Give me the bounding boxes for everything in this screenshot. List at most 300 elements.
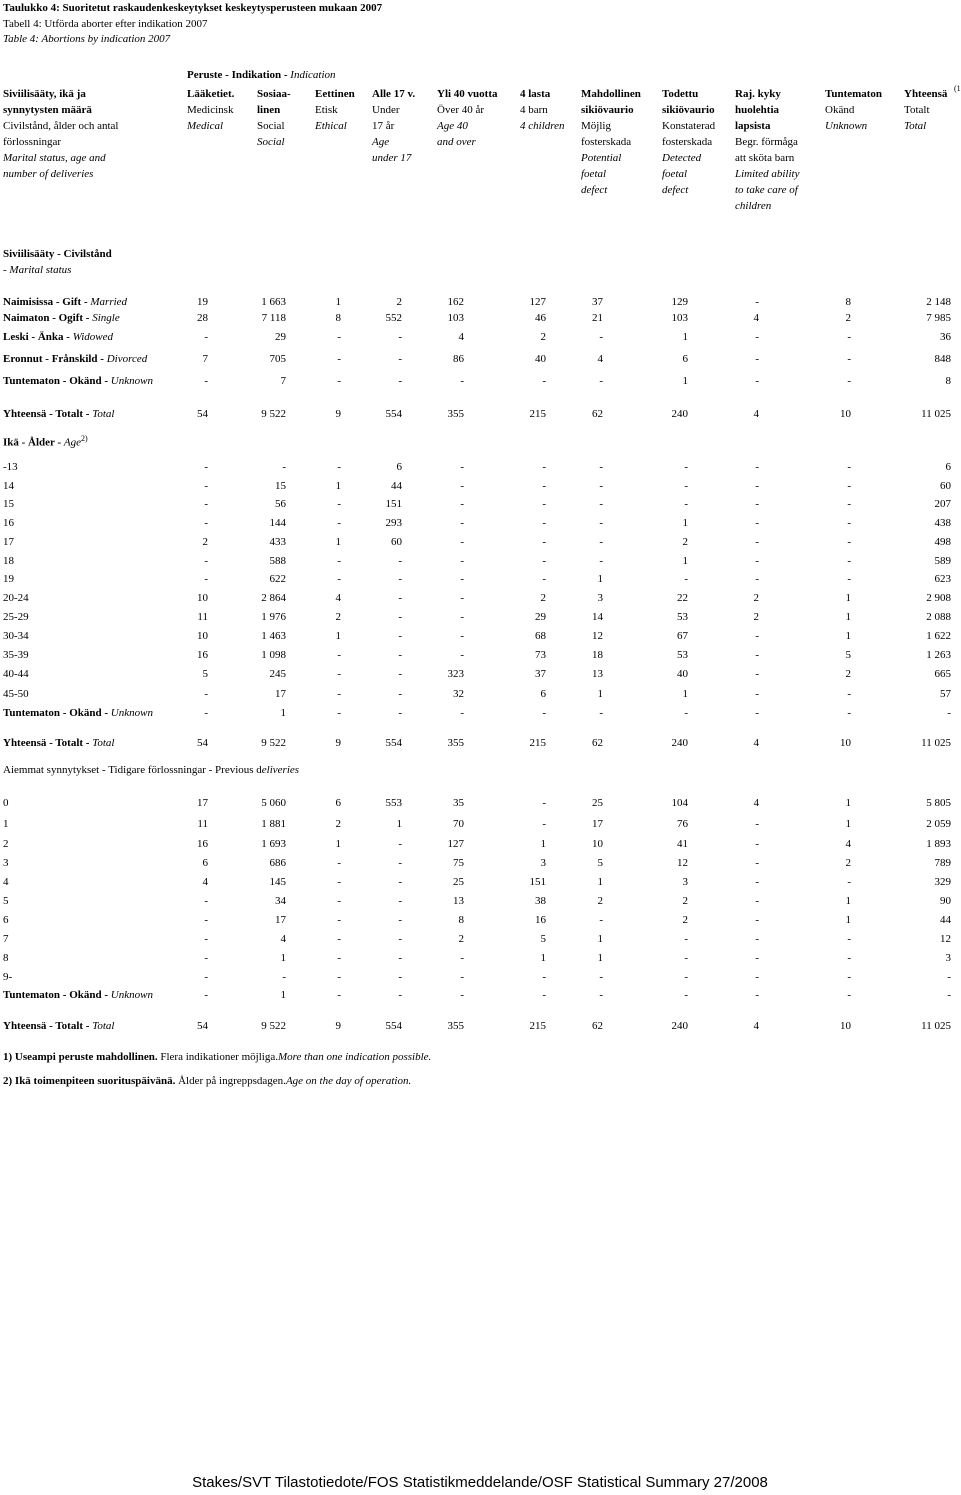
cell-value: 40 bbox=[677, 668, 688, 680]
row-label-text: Tuntematon - Okänd - bbox=[3, 707, 111, 719]
table-row bbox=[0, 707, 960, 723]
cell-value: 438 bbox=[934, 517, 951, 529]
cell-value: 8 bbox=[945, 375, 951, 387]
cell-value: 240 bbox=[671, 1020, 688, 1032]
cell-value: 207 bbox=[934, 498, 951, 510]
title-en: Table 4: Abortions by indication 2007 bbox=[3, 33, 171, 45]
row-label bbox=[3, 838, 9, 850]
cell-value: 8 bbox=[458, 914, 464, 926]
cell-value: 10 bbox=[197, 592, 208, 604]
cell-value: 552 bbox=[385, 312, 402, 324]
cell-value: - bbox=[755, 498, 759, 510]
cell-value: - bbox=[755, 296, 759, 308]
cell-value: - bbox=[460, 989, 464, 1001]
table-row bbox=[0, 555, 960, 571]
row-label-text: 5 bbox=[3, 895, 9, 907]
cell-value: - bbox=[460, 649, 464, 661]
cell-value: 86 bbox=[453, 353, 464, 365]
cell-value: - bbox=[398, 592, 402, 604]
cell-value: 5 bbox=[845, 649, 851, 661]
footnote bbox=[3, 1051, 431, 1063]
cell-value: 12 bbox=[677, 857, 688, 869]
cell-value: 10 bbox=[592, 838, 603, 850]
row-label bbox=[3, 914, 9, 926]
cell-value: 16 bbox=[535, 914, 546, 926]
cell-value: 62 bbox=[592, 1020, 603, 1032]
cell-value: 2 bbox=[540, 331, 546, 343]
cell-value: 8 bbox=[845, 296, 851, 308]
cell-value: 13 bbox=[592, 668, 603, 680]
row-label-text: 0 bbox=[3, 797, 9, 809]
cell-value: - bbox=[398, 838, 402, 850]
cell-value: - bbox=[542, 555, 546, 567]
cell-value: 665 bbox=[934, 668, 951, 680]
cell-value: - bbox=[398, 707, 402, 719]
table-row bbox=[0, 818, 960, 834]
cell-value: 1 881 bbox=[261, 818, 286, 830]
cell-value: 355 bbox=[447, 408, 464, 420]
row-label bbox=[3, 555, 14, 567]
cell-value: - bbox=[204, 914, 208, 926]
cell-value: - bbox=[460, 498, 464, 510]
row-label-en: Unknown bbox=[110, 375, 153, 387]
cell-value: - bbox=[755, 573, 759, 585]
cell-value: 3 bbox=[945, 952, 951, 964]
cell-value: - bbox=[204, 952, 208, 964]
cell-value: 245 bbox=[269, 668, 286, 680]
column-header-line: Yhteensä bbox=[904, 88, 948, 100]
column-header-line: Yli 40 vuotta bbox=[437, 88, 498, 100]
section-title-en: eliveries bbox=[261, 764, 300, 776]
cell-value: 554 bbox=[385, 737, 402, 749]
row-label-text: 2 bbox=[3, 838, 9, 850]
cell-value: - bbox=[847, 971, 851, 983]
cell-value: - bbox=[398, 971, 402, 983]
cell-value: 6 bbox=[540, 688, 546, 700]
cell-value: - bbox=[599, 555, 603, 567]
table-row bbox=[0, 933, 960, 949]
cell-value: - bbox=[847, 331, 851, 343]
cell-value: - bbox=[755, 649, 759, 661]
cell-value: 6 bbox=[202, 857, 208, 869]
cell-value: 2 bbox=[753, 592, 759, 604]
title-sv: Tabell 4: Utförda aborter efter indikation 2007 bbox=[3, 18, 208, 30]
table-row bbox=[0, 952, 960, 968]
cell-value: - bbox=[847, 517, 851, 529]
column-header-line: Under bbox=[372, 104, 400, 116]
cell-value: 2 bbox=[682, 895, 688, 907]
cell-value: 6 bbox=[335, 797, 341, 809]
row-label bbox=[3, 737, 114, 749]
row-label-en: Widowed bbox=[72, 331, 114, 343]
cell-value: 36 bbox=[940, 331, 951, 343]
cell-value: - bbox=[847, 933, 851, 945]
table-row bbox=[0, 895, 960, 911]
cell-value: - bbox=[460, 630, 464, 642]
column-header-line: defect bbox=[662, 184, 689, 196]
cell-value: 34 bbox=[275, 895, 286, 907]
table-row bbox=[0, 688, 960, 704]
row-label-en: Divorced bbox=[106, 353, 148, 365]
cell-value: 9 522 bbox=[261, 1020, 286, 1032]
table-row bbox=[0, 876, 960, 892]
column-header-line: att sköta barn bbox=[735, 152, 795, 164]
cell-value: - bbox=[684, 480, 688, 492]
cell-value: - bbox=[398, 555, 402, 567]
column-header-line: children bbox=[735, 200, 772, 212]
cell-value: 1 bbox=[845, 797, 851, 809]
cell-value: - bbox=[204, 461, 208, 473]
footnote-en: Age on the day of operation. bbox=[285, 1075, 412, 1087]
cell-value: 1 bbox=[597, 573, 603, 585]
row-label-text: 14 bbox=[3, 480, 14, 492]
cell-value: - bbox=[282, 971, 286, 983]
cell-value: - bbox=[755, 517, 759, 529]
row-label-text: Yhteensä - Totalt - bbox=[3, 737, 93, 749]
table-row bbox=[0, 592, 960, 608]
cell-value: - bbox=[398, 375, 402, 387]
cell-value: 5 805 bbox=[926, 797, 951, 809]
row-label bbox=[3, 952, 9, 964]
cell-value: 1 bbox=[845, 611, 851, 623]
footnote-sv: Ålder på ingreppsdagen. bbox=[175, 1075, 286, 1087]
cell-value: 1 098 bbox=[261, 649, 286, 661]
cell-value: 54 bbox=[197, 408, 208, 420]
cell-value: 7 bbox=[202, 353, 208, 365]
column-header-sup: (1 bbox=[954, 84, 961, 93]
cell-value: 4 bbox=[753, 737, 759, 749]
row-label-en: Unknown bbox=[110, 707, 153, 719]
cell-value: - bbox=[755, 555, 759, 567]
cell-value: 1 463 bbox=[261, 630, 286, 642]
cell-value: 4 bbox=[280, 933, 286, 945]
cell-value: 2 bbox=[396, 296, 402, 308]
cell-value: - bbox=[542, 536, 546, 548]
cell-value: - bbox=[755, 971, 759, 983]
cell-value: 17 bbox=[197, 797, 208, 809]
column-header-line: fosterskada bbox=[662, 136, 713, 148]
cell-value: - bbox=[204, 933, 208, 945]
cell-value: - bbox=[204, 573, 208, 585]
cell-value: - bbox=[599, 331, 603, 343]
section-title-prev bbox=[3, 764, 299, 776]
cell-value: 46 bbox=[535, 312, 546, 324]
row-label bbox=[3, 797, 9, 809]
row-label-text: 6 bbox=[3, 914, 9, 926]
cell-value: - bbox=[847, 480, 851, 492]
cell-value: 1 263 bbox=[926, 649, 951, 661]
cell-value: - bbox=[337, 952, 341, 964]
cell-value: 9 bbox=[335, 408, 341, 420]
cell-value: - bbox=[684, 573, 688, 585]
cell-value: - bbox=[337, 914, 341, 926]
column-header-line: lapsista bbox=[735, 120, 771, 132]
cell-value: - bbox=[337, 649, 341, 661]
cell-value: - bbox=[599, 517, 603, 529]
cell-value: - bbox=[460, 707, 464, 719]
row-label-text: 18 bbox=[3, 555, 14, 567]
row-label-text: 8 bbox=[3, 952, 9, 964]
column-header-line: 17 år bbox=[372, 120, 395, 132]
cell-value: 2 bbox=[682, 914, 688, 926]
footnote-fi: 2) Ikä toimenpiteen suorituspäivänä. bbox=[3, 1075, 176, 1087]
peruste-label: Peruste - Indikation - bbox=[187, 69, 291, 81]
row-label-text: Leski - Änka - bbox=[3, 331, 73, 343]
cell-value: 10 bbox=[197, 630, 208, 642]
cell-value: - bbox=[599, 707, 603, 719]
cell-value: - bbox=[398, 688, 402, 700]
cell-value: - bbox=[755, 876, 759, 888]
cell-value: 22 bbox=[677, 592, 688, 604]
table-row bbox=[0, 649, 960, 665]
cell-value: 1 bbox=[845, 914, 851, 926]
row-label bbox=[3, 536, 14, 548]
table-row bbox=[0, 611, 960, 627]
cell-value: 554 bbox=[385, 1020, 402, 1032]
row-label-en: Married bbox=[90, 296, 128, 308]
cell-value: - bbox=[337, 353, 341, 365]
row-label-text: 4 bbox=[3, 876, 9, 888]
cell-value: 2 bbox=[845, 312, 851, 324]
row-label bbox=[3, 498, 14, 510]
cell-value: - bbox=[460, 573, 464, 585]
cell-value: 554 bbox=[385, 408, 402, 420]
cell-value: - bbox=[947, 971, 951, 983]
cell-value: 2 bbox=[845, 668, 851, 680]
cell-value: - bbox=[337, 857, 341, 869]
cell-value: 103 bbox=[447, 312, 464, 324]
cell-value: - bbox=[204, 971, 208, 983]
cell-value: 4 bbox=[458, 331, 464, 343]
cell-value: - bbox=[460, 517, 464, 529]
row-label-text: 3 bbox=[3, 857, 9, 869]
cell-value: 1 bbox=[335, 630, 341, 642]
row-label bbox=[3, 573, 14, 585]
cell-value: - bbox=[204, 375, 208, 387]
row-label bbox=[3, 461, 18, 473]
cell-value: 29 bbox=[535, 611, 546, 623]
cell-value: 37 bbox=[592, 296, 603, 308]
cell-value: 2 bbox=[458, 933, 464, 945]
cell-value: 240 bbox=[671, 737, 688, 749]
cell-value: 5 bbox=[540, 933, 546, 945]
row-label bbox=[3, 331, 113, 343]
row-label bbox=[3, 611, 29, 623]
cell-value: 144 bbox=[269, 517, 286, 529]
cell-value: 16 bbox=[197, 649, 208, 661]
row-label-text: 16 bbox=[3, 517, 14, 529]
column-header-line: Begr. förmåga bbox=[735, 136, 798, 148]
cell-value: - bbox=[337, 933, 341, 945]
row-label bbox=[3, 517, 14, 529]
cell-value: 76 bbox=[677, 818, 688, 830]
footnote-en: More than one indication possible. bbox=[278, 1051, 432, 1063]
cell-value: - bbox=[599, 971, 603, 983]
table-row bbox=[0, 797, 960, 813]
cell-value: - bbox=[684, 971, 688, 983]
row-label-text: 35-39 bbox=[3, 649, 29, 661]
cell-value: 60 bbox=[391, 536, 402, 548]
column-header-line: Lääketiet. bbox=[187, 88, 235, 100]
cell-value: - bbox=[847, 555, 851, 567]
cell-value: 2 148 bbox=[926, 296, 951, 308]
cell-value: - bbox=[460, 592, 464, 604]
cell-value: 10 bbox=[840, 1020, 851, 1032]
cell-value: - bbox=[755, 668, 759, 680]
cell-value: 1 893 bbox=[926, 838, 951, 850]
cell-value: 1 bbox=[682, 688, 688, 700]
column-header-line: Medicinsk bbox=[187, 104, 234, 116]
cell-value: 54 bbox=[197, 737, 208, 749]
cell-value: - bbox=[599, 498, 603, 510]
cell-value: - bbox=[542, 517, 546, 529]
row-label bbox=[3, 818, 9, 830]
row-label bbox=[3, 312, 120, 324]
column-header-line: fosterskada bbox=[581, 136, 632, 148]
cell-value: 4 bbox=[335, 592, 341, 604]
row-label-header-line: synnytysten määrä bbox=[3, 104, 92, 116]
cell-value: 21 bbox=[592, 312, 603, 324]
cell-value: - bbox=[460, 971, 464, 983]
row-label-en: Total bbox=[92, 737, 115, 749]
cell-value: - bbox=[398, 630, 402, 642]
cell-value: - bbox=[398, 649, 402, 661]
cell-value: - bbox=[542, 375, 546, 387]
column-header-line: Age bbox=[372, 136, 390, 148]
cell-value: - bbox=[755, 536, 759, 548]
cell-value: 70 bbox=[453, 818, 464, 830]
cell-value: 623 bbox=[934, 573, 951, 585]
table-row bbox=[0, 573, 960, 589]
cell-value: - bbox=[755, 989, 759, 1001]
column-header-line: Ethical bbox=[315, 120, 347, 132]
cell-value: 17 bbox=[275, 914, 286, 926]
cell-value: - bbox=[755, 707, 759, 719]
row-label-text: 9- bbox=[3, 971, 13, 983]
column-header-line: Alle 17 v. bbox=[372, 88, 416, 100]
cell-value: - bbox=[847, 707, 851, 719]
cell-value: 3 bbox=[540, 857, 546, 869]
column-header-line: Social bbox=[257, 120, 285, 132]
column-header-line: Konstaterad bbox=[662, 120, 716, 132]
cell-value: - bbox=[337, 895, 341, 907]
cell-value: 7 bbox=[280, 375, 286, 387]
cell-value: 12 bbox=[592, 630, 603, 642]
table-row bbox=[0, 1020, 960, 1036]
cell-value: - bbox=[684, 498, 688, 510]
column-header-line: sikiövaurio bbox=[662, 104, 715, 116]
cell-value: 11 025 bbox=[921, 737, 951, 749]
cell-value: 12 bbox=[940, 933, 951, 945]
cell-value: 54 bbox=[197, 1020, 208, 1032]
cell-value: - bbox=[599, 375, 603, 387]
cell-value: 1 bbox=[280, 989, 286, 1001]
cell-value: 355 bbox=[447, 737, 464, 749]
cell-value: 215 bbox=[529, 737, 546, 749]
cell-value: 60 bbox=[940, 480, 951, 492]
table-row bbox=[0, 536, 960, 552]
cell-value: 17 bbox=[275, 688, 286, 700]
cell-value: 433 bbox=[269, 536, 286, 548]
cell-value: 145 bbox=[269, 876, 286, 888]
cell-value: - bbox=[460, 952, 464, 964]
section-title-marital bbox=[3, 248, 112, 260]
cell-value: 10 bbox=[840, 737, 851, 749]
section-title-sup: 2) bbox=[81, 434, 88, 443]
cell-value: 67 bbox=[677, 630, 688, 642]
cell-value: 9 522 bbox=[261, 408, 286, 420]
cell-value: - bbox=[398, 573, 402, 585]
row-label-text: Yhteensä - Totalt - bbox=[3, 1020, 93, 1032]
cell-value: - bbox=[755, 353, 759, 365]
cell-value: - bbox=[847, 573, 851, 585]
cell-value: 37 bbox=[535, 668, 546, 680]
column-header-line: Mahdollinen bbox=[581, 88, 641, 100]
column-header-line: Tuntematon bbox=[825, 88, 883, 100]
table-row bbox=[0, 296, 960, 312]
cell-value: 7 985 bbox=[926, 312, 951, 324]
cell-value: 11 025 bbox=[921, 1020, 951, 1032]
cell-value: - bbox=[460, 555, 464, 567]
cell-value: - bbox=[204, 707, 208, 719]
cell-value: 44 bbox=[940, 914, 951, 926]
cell-value: 53 bbox=[677, 649, 688, 661]
cell-value: - bbox=[204, 331, 208, 343]
cell-value: - bbox=[460, 375, 464, 387]
cell-value: 215 bbox=[529, 408, 546, 420]
row-label-text: 45-50 bbox=[3, 688, 29, 700]
column-header-line: defect bbox=[581, 184, 608, 196]
cell-value: - bbox=[755, 461, 759, 473]
cell-value: - bbox=[542, 989, 546, 1001]
cell-value: - bbox=[204, 895, 208, 907]
cell-value: 4 bbox=[845, 838, 851, 850]
cell-value: 9 522 bbox=[261, 737, 286, 749]
cell-value: - bbox=[847, 353, 851, 365]
cell-value: 5 bbox=[202, 668, 208, 680]
column-header-line: Potential bbox=[581, 152, 622, 164]
table-row bbox=[0, 498, 960, 514]
row-label bbox=[3, 375, 153, 387]
column-header-line: Etisk bbox=[315, 104, 338, 116]
cell-value: - bbox=[599, 914, 603, 926]
row-label bbox=[3, 933, 9, 945]
column-header-line: sikiövaurio bbox=[581, 104, 634, 116]
row-label bbox=[3, 989, 153, 1001]
cell-value: - bbox=[542, 818, 546, 830]
row-label bbox=[3, 592, 29, 604]
cell-value: - bbox=[847, 952, 851, 964]
cell-value: - bbox=[398, 331, 402, 343]
cell-value: - bbox=[337, 375, 341, 387]
cell-value: - bbox=[755, 914, 759, 926]
cell-value: 4 bbox=[597, 353, 603, 365]
row-label-text: 19 bbox=[3, 573, 14, 585]
cell-value: 1 bbox=[597, 952, 603, 964]
cell-value: 14 bbox=[592, 611, 603, 623]
cell-value: 789 bbox=[934, 857, 951, 869]
row-label-text: 25-29 bbox=[3, 611, 29, 623]
column-header-line: Detected bbox=[662, 152, 702, 164]
cell-value: 4 bbox=[753, 797, 759, 809]
cell-value: 53 bbox=[677, 611, 688, 623]
cell-value: - bbox=[599, 461, 603, 473]
row-label-text: 1 bbox=[3, 818, 9, 830]
cell-value: 553 bbox=[385, 797, 402, 809]
cell-value: 1 bbox=[845, 895, 851, 907]
cell-value: - bbox=[542, 480, 546, 492]
column-header-line: under 17 bbox=[372, 152, 412, 164]
